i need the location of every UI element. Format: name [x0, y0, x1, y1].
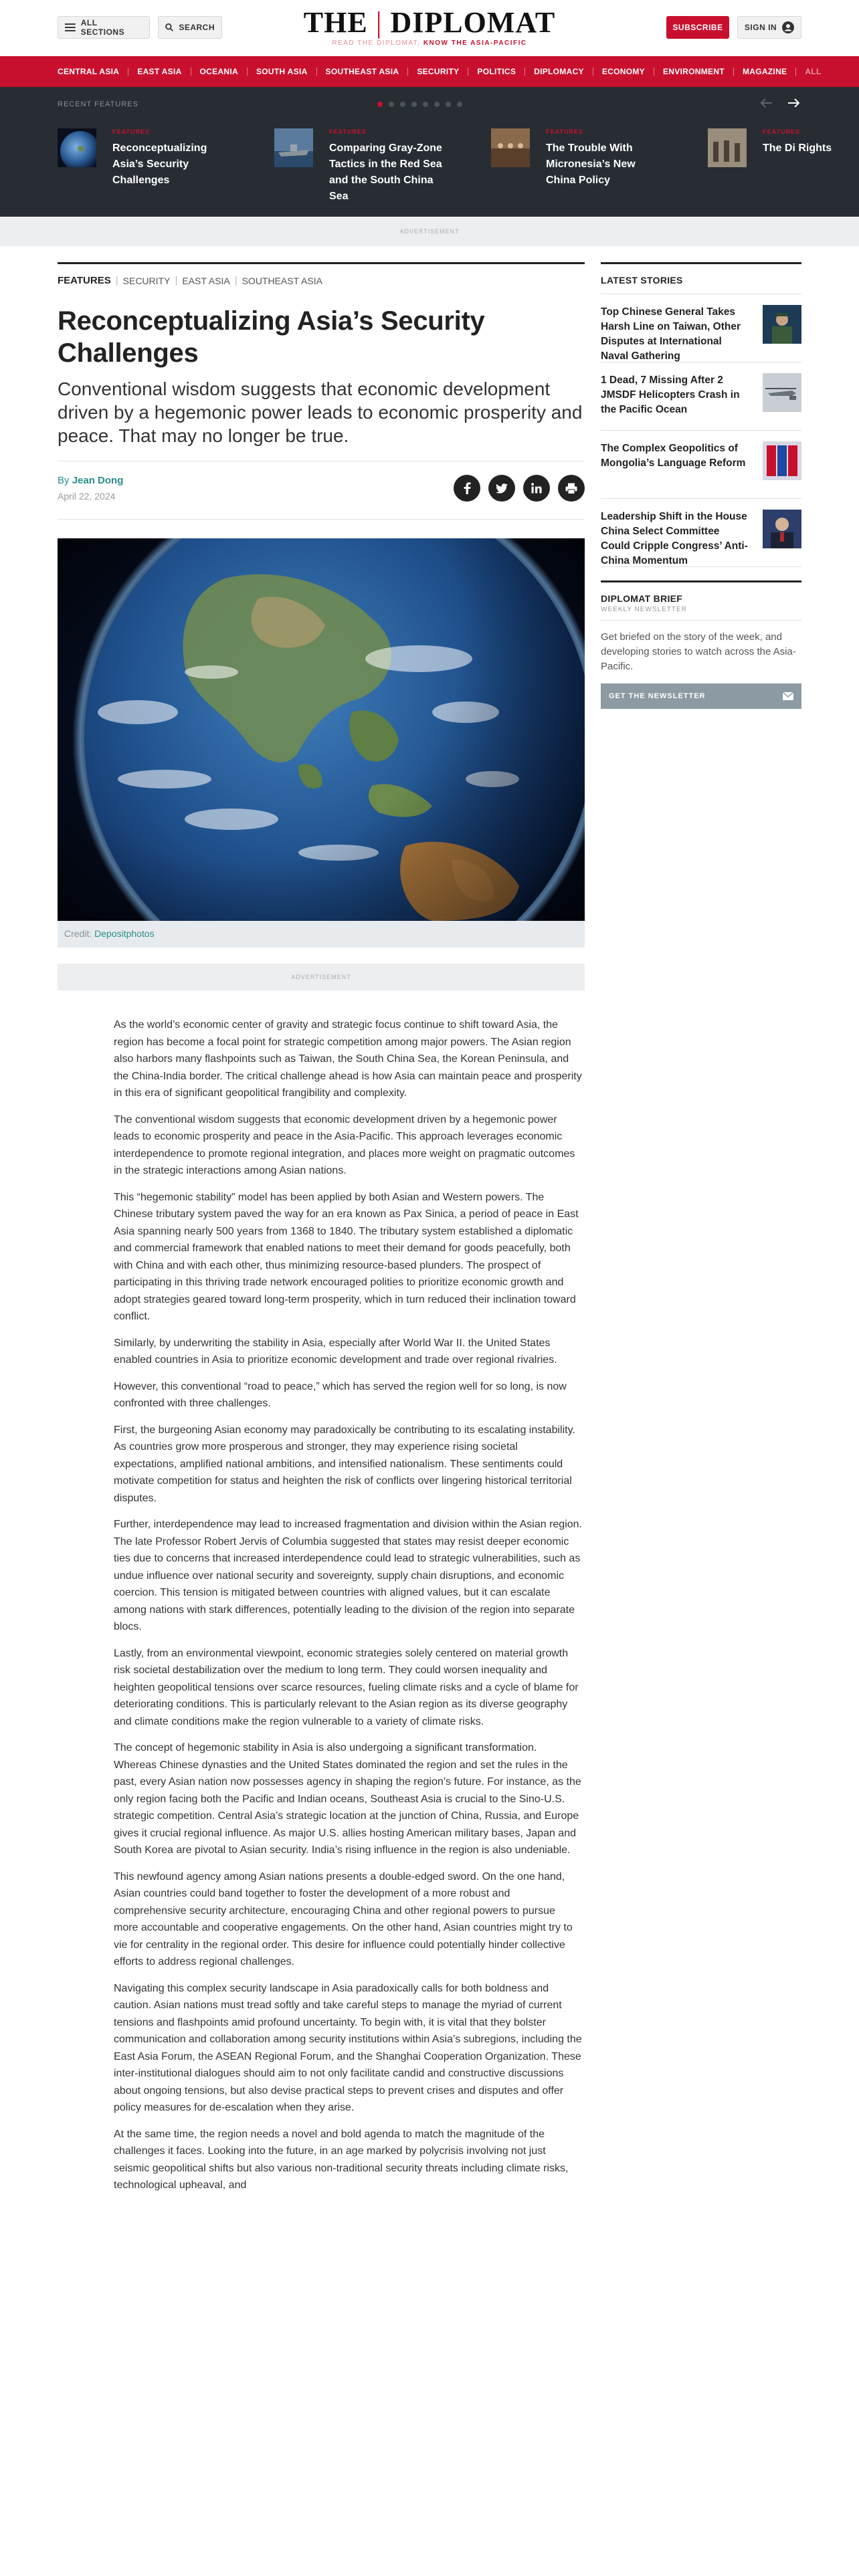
sign-in-button[interactable]: [737, 16, 801, 39]
article-paragraph: Lastly, from an environmental viewpoint, economic strategies solely centered on material growth risk societal destabilization over the medium to long term. They could worsen inequality and heighten geopolitical tensions over scarce resources, fueling climate risks and a cycle of blame for deteriorating conditions. This is particularly relevant to the Asian region as its diverse geography and climate conditions make the region vulnerable to a variety of climate risks.: [114, 1647, 579, 1727]
carousel-prev-button[interactable]: [757, 94, 776, 112]
recent-features-label: RECENT FEATURES: [58, 100, 138, 108]
all-sections-label: ALL SECTIONS: [80, 18, 125, 37]
newsletter-title: DIPLOMAT BRIEF: [601, 593, 683, 604]
feature-thumbnail-warship: [274, 128, 313, 167]
share-linkedin-button[interactable]: [523, 475, 550, 502]
earth-from-space-illustration: [58, 538, 585, 921]
feature-kicker: FEATURES: [112, 128, 150, 135]
latest-story[interactable]: [601, 362, 801, 431]
carousel-dot[interactable]: [434, 102, 440, 107]
logo-the: THE: [303, 6, 368, 39]
carousel-dot[interactable]: [457, 102, 462, 107]
subscribe-label: SUBSCRIBE: [672, 23, 723, 32]
feature-kicker: FEATURES: [546, 128, 583, 135]
get-newsletter-button[interactable]: [601, 683, 801, 709]
feature-thumbnail-meeting: [491, 128, 530, 167]
feature-kicker: FEATURES: [329, 128, 367, 135]
newsletter-subtitle: WEEKLY NEWSLETTER: [601, 606, 687, 613]
breadcrumb-southeast-asia[interactable]: SOUTHEAST ASIA: [242, 275, 322, 286]
share-buttons: [454, 475, 585, 502]
logo-name: DIPLOMAT: [390, 6, 556, 39]
nav-item-diplomacy[interactable]: DIPLOMACY: [516, 67, 584, 76]
latest-story[interactable]: [601, 294, 801, 362]
main-nav: [0, 56, 859, 87]
article-paragraph: This newfound agency among Asian nations presents a double-edged sword. On the one hand, Asian countries could band together to foster the development of a more robust and comprehensive security architecture, encouraging China and other regional powers to pursue more accountable and cooperative engagements. On the other hand, Asian countries might try to vie for centrality in the regional order. This desire for influence could potentially hinder collective efforts to address regional challenges.: [114, 1870, 573, 1967]
latest-story-thumbnail: [763, 510, 801, 548]
ad-label: ADVERTISEMENT: [291, 974, 351, 980]
image-caption: [58, 921, 585, 948]
publish-date: April 22, 2024: [58, 491, 116, 502]
author-link[interactable]: Jean Dong: [72, 475, 124, 486]
advertisement-banner[interactable]: [0, 217, 859, 246]
article-top-rule: [58, 262, 585, 264]
carousel-dots: [377, 102, 462, 107]
feature-title: Comparing Gray-Zone Tactics in the Red Sea and the South China Sea: [329, 142, 442, 202]
sidebar-rule: [601, 580, 801, 582]
article-paragraph: This “hegemonic stability” model has been applied by both Asian and Western powers. The Chinese tributary system paved the way for an era known as Pax Sinica, a period of peace in East Asia spanning nearly 500 years from 1368 to 1840. The tributary system established a diplomatic and commercial framework that enabled nations to meet their demand for goods peacefully, both with China and with each other, thus minimizing resource-based plunders. The prospect of participating in this thriving trade network encouraged polities to prioritize economic growth and adopt strategies geared toward long-term prosperity, which in turn reduced their inclination toward conflict.: [114, 1191, 579, 1322]
article-paragraph: Similarly, by underwriting the stability in Asia, especially after World War II. the United States enabled countries in Asia to prioritize economic development and trade over regional rivalries.: [114, 1337, 557, 1366]
feature-kicker: FEATURES: [763, 128, 800, 135]
feature-thumbnail-earth: [58, 128, 96, 167]
nav-item-east-asia[interactable]: EAST ASIA: [119, 67, 181, 76]
by-prefix: By: [58, 475, 70, 486]
facebook-icon: [463, 482, 471, 494]
subscribe-button[interactable]: [666, 16, 729, 39]
newsletter-button-label: GET THE NEWSLETTER: [609, 692, 706, 700]
nav-item-south-asia[interactable]: SOUTH ASIA: [238, 67, 308, 76]
feature-title: Reconceptualizing Asia’s Security Challenges: [112, 142, 207, 186]
article-title: Reconceptualizing Asia’s Security Challenges: [58, 306, 485, 368]
nav-item-central-asia[interactable]: CENTRAL ASIA: [58, 67, 120, 76]
share-facebook-button[interactable]: [454, 475, 480, 502]
linkedin-icon: [531, 483, 542, 494]
tagline-read: READ THE DIPLOMAT,: [332, 39, 421, 47]
article-body: [114, 1016, 582, 2204]
site-header: [0, 0, 859, 56]
newsletter-description: Get briefed on the story of the week, and developing stories to watch across the Asia-Pacific.: [601, 631, 796, 672]
breadcrumb: FEATURES | SECURITY | EAST ASIA | SOUTHEAST ASIA: [58, 275, 322, 286]
latest-story-title[interactable]: 1 Dead, 7 Missing After 2 JMSDF Helicopters Crash in the Pacific Ocean: [601, 374, 740, 415]
carousel-dot[interactable]: [389, 102, 394, 107]
share-twitter-button[interactable]: [488, 475, 515, 502]
feature-thumbnail-protest: [708, 128, 747, 167]
breadcrumb-east-asia[interactable]: EAST ASIA: [182, 275, 230, 286]
nav-item-politics[interactable]: POLITICS: [459, 67, 516, 76]
carousel-dot[interactable]: [423, 102, 428, 107]
arrow-right-icon: [787, 98, 799, 108]
latest-story-thumbnail: [763, 441, 801, 480]
nav-item-environment[interactable]: ENVIRONMENT: [645, 67, 725, 76]
feature-card[interactable]: [274, 128, 442, 202]
divider: [601, 620, 801, 621]
article-paragraph: First, the burgeoning Asian economy may paradoxically be contributing to its escalating instability. As countries grow more prosperous and stronger, they may experience rising societal expectations, amplified national ambitions, and intensified nationalism. These sentiments could motivate competition for status and heighten the risk of conflicts over lingering historical territorial disputes.: [114, 1424, 575, 1504]
byline: [58, 461, 585, 519]
carousel-next-button[interactable]: [784, 94, 803, 112]
nav-item-all[interactable]: ALL: [787, 67, 821, 76]
site-logo[interactable]: THE | DIPLOMAT READ THE DIPLOMAT, KNOW THE ASIA-PACIFIC: [303, 6, 556, 47]
article-paragraph: Further, interdependence may lead to increased fragmentation and division within the Asian region. The late Professor Robert Jervis of Columbia suggested that states may resist deeper economic ties due to concerns that increased interdependence could lead to strategic vulnerabilities, such as undue influence over national security and sovereignty, supply chain disruptions, and economic coercion. This tension is mitigated between countries with aligned values, but it can escalate among nations with stark differences, potentially leading to the division of the region into separate blocs.: [114, 1519, 582, 1632]
nav-item-oceania[interactable]: OCEANIA: [182, 67, 238, 76]
article-paragraph: The conventional wisdom suggests that economic development driven by a hegemonic power leads to economic prosperity and peace in the Asia-Pacific. This approach leverages economic interdependence to promote regional integration, and places more weight on pragmatic outcomes in the strategic interactions among Asian nations.: [114, 1113, 575, 1176]
nav-item-security[interactable]: SECURITY: [399, 67, 459, 76]
feature-card[interactable]: [708, 128, 859, 202]
user-icon: [782, 21, 794, 33]
nav-item-magazine[interactable]: MAGAZINE: [725, 67, 787, 76]
latest-story-thumbnail: [763, 305, 801, 344]
article-paragraph: However, this conventional “road to peace,” which has served the region well for so long, is now confronted with three challenges.: [114, 1380, 567, 1409]
feature-title: The Trouble With Micronesia’s New China Policy: [546, 142, 636, 186]
latest-story[interactable]: [601, 431, 801, 499]
sidebar-top-rule: [601, 262, 801, 264]
newsletter-signup: [601, 580, 801, 709]
carousel-dot[interactable]: [377, 102, 383, 107]
nav-item-southeast-asia[interactable]: SOUTHEAST ASIA: [308, 67, 399, 76]
carousel-dot[interactable]: [411, 102, 417, 107]
search-label: SEARCH: [179, 23, 215, 32]
carousel-dot[interactable]: [400, 102, 405, 107]
article-paragraph: As the world’s economic center of gravity and strategic focus continue to shift toward Asia, the region has become a focal point for strategic competition among major powers. The Asian region also harbors many flashpoints such as Taiwan, the South China Sea, the Korean Peninsula, and the China-India border. The critical challenge ahead is how Asia can maintain peace and prosperity in this era of significant geopolitical frangibility and complexity.: [114, 1019, 582, 1099]
article-paragraph: At the same time, the region needs a novel and bold agenda to match the magnitude of the challenges it faces. Looking into the future, in an age marked by polycrisis involving not just seismic geopolitical shifts but also various non-traditional security threats including climate risks, technological upheaval, and: [114, 2128, 569, 2191]
print-icon: [565, 483, 577, 494]
tagline-know: KNOW THE ASIA-PACIFIC: [423, 39, 527, 47]
breadcrumb-features[interactable]: FEATURES: [58, 275, 111, 286]
author-line: [58, 475, 123, 486]
latest-stories-heading: LATEST STORIES: [601, 275, 683, 286]
envelope-icon: [783, 692, 793, 700]
recent-features: [0, 87, 859, 217]
twitter-icon: [496, 484, 508, 494]
breadcrumb-security[interactable]: SECURITY: [122, 275, 171, 286]
latest-story[interactable]: [601, 499, 801, 567]
latest-story-title[interactable]: Top Chinese General Takes Harsh Line on Taiwan, Other Disputes at International Naval Gathering: [601, 306, 741, 362]
latest-story-title[interactable]: Leadership Shift in the House China Select Committee Could Cripple Congress’ Anti-China Momentum: [601, 511, 748, 566]
inline-advertisement[interactable]: [58, 964, 585, 990]
feature-card[interactable]: [491, 128, 652, 202]
article-paragraph: Navigating this complex security landscape in Asia paradoxically calls for both boldness and caution. Asian nations must tread softly and take careful steps to manage the myriad of current tensions and flashpoints amid profound uncertainty. To begin with, it is vital that they bolster communication and collaboration among security institutions within Asia’s subregions, including the East Asia Forum, the ASEAN Regional Forum, and the Shanghai Cooperation Organization. These inter-institutional dialogues should aim to not only facilitate candid and constructive discussions about ongoing tensions, but also devise practical steps to prevent crises and disputes and offer policy measures for de-escalation when they arise.: [114, 1982, 582, 2113]
caption-source-link[interactable]: Depositphotos: [94, 928, 155, 939]
nav-item-economy[interactable]: ECONOMY: [584, 67, 645, 76]
latest-story-thumbnail: [763, 373, 801, 412]
article-paragraph: The concept of hegemonic stability in Asia is also undergoing a significant transformation. Whereas Chinese dynasties and the United States dominated the region and set the rules in the past, every Asian nation now possesses agency in shaping the region’s future. For instance, as the only region facing both the Pacific and Indian oceans, Southeast Asia is crucial to the Sino-U.S. strategic competition. Central Asia’s strategic location at the junction of China, Russia, and Europe gives it crucial regional influence. As major U.S. allies hosting American military bases, Japan and South Korea are pivotal to Asian security. India’s rising influence in the region is also undeniable.: [114, 1742, 581, 1856]
sidebar: [601, 262, 801, 709]
caption-prefix: Credit:: [64, 928, 92, 939]
sign-in-label: SIGN IN: [744, 23, 777, 32]
hero-image-earth: [58, 538, 585, 921]
divider: [58, 519, 585, 520]
arrow-left-icon: [761, 98, 773, 108]
carousel-dot[interactable]: [446, 102, 451, 107]
feature-title: The Di Rights: [763, 142, 832, 154]
latest-story-title[interactable]: The Complex Geopolitics of Mongolia’s Language Reform: [601, 443, 746, 469]
ad-label: ADVERTISEMENT: [399, 228, 460, 235]
article: [58, 262, 585, 990]
print-button[interactable]: [558, 475, 585, 502]
feature-card[interactable]: [58, 128, 218, 202]
article-dek: Conventional wisdom suggests that economic development driven by a hegemonic power leads to economic prosperity and peace. That may no longer be true.: [58, 379, 583, 446]
